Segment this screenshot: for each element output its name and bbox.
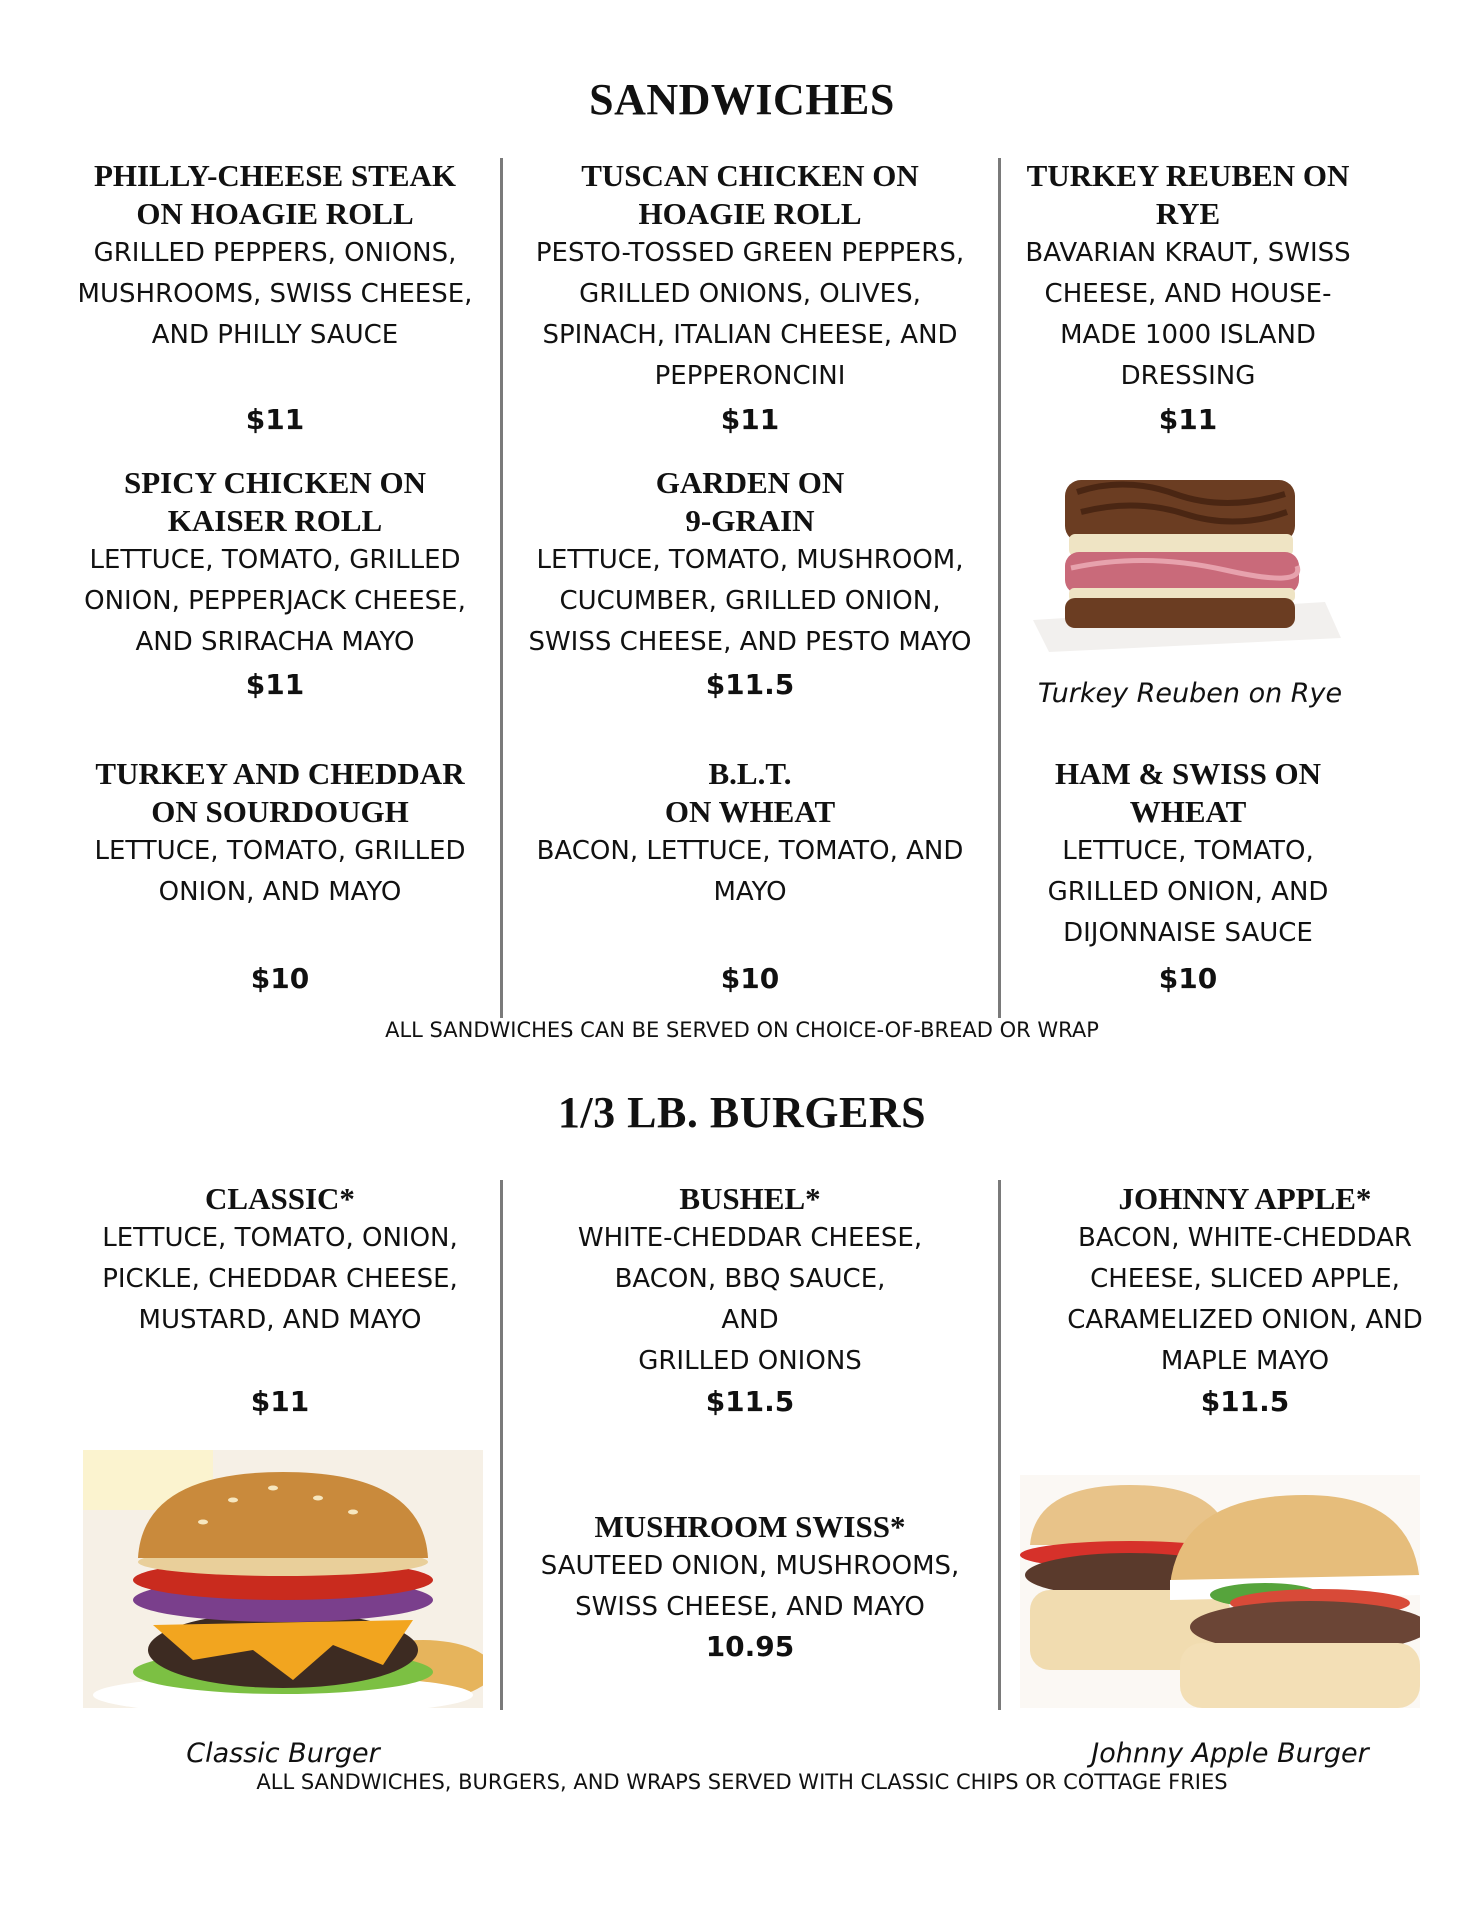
- turkey-reuben-photo: [1025, 470, 1345, 660]
- item-price: 10.95: [705, 1630, 795, 1663]
- menu-item: [505, 1508, 995, 1688]
- column-divider: [500, 158, 503, 1018]
- item-price: $10: [720, 962, 780, 995]
- item-description: GRILLED PEPPERS, ONIONS, MUSHROOMS, SWISS CHEESE, AND PHILLY SAUCE: [77, 238, 473, 350]
- item-price: $11: [250, 1385, 310, 1418]
- item-description: BACON, WHITE-CHEDDAR CHEESE, SLICED APPLE, CARAMELIZED ONION, AND MAPLE MAYO: [1067, 1223, 1423, 1376]
- item-price: $11.5: [1200, 1385, 1290, 1418]
- column-divider: [998, 158, 1001, 1018]
- item-description: LETTUCE, TOMATO, GRILLED ONION, AND MAYO: [94, 836, 466, 907]
- item-price: $11: [245, 403, 305, 436]
- item-description: PESTO-TOSSED GREEN PEPPERS, GRILLED ONIONS, OLIVES, SPINACH, ITALIAN CHEESE, AND PEPPERONCINI: [535, 238, 965, 391]
- item-name: PHILLY-CHEESE STEAK ON HOAGIE ROLL: [93, 158, 457, 231]
- item-name: BUSHEL*: [679, 1181, 821, 1216]
- item-name: MUSHROOM SWISS*: [594, 1509, 906, 1544]
- menu-item: [60, 755, 500, 1005]
- item-price: $11.5: [705, 1385, 795, 1418]
- burgers-note: ALL SANDWICHES, BURGERS, AND WRAPS SERVED WITH CLASSIC CHIPS OR COTTAGE FRIES: [256, 1770, 1228, 1794]
- item-name: SPICY CHICKEN ON KAISER ROLL: [124, 465, 426, 538]
- sandwiches-title: SANDWICHES: [589, 75, 895, 124]
- item-description: BACON, LETTUCE, TOMATO, AND MAYO: [536, 836, 964, 907]
- item-name: CLASSIC*: [205, 1181, 355, 1216]
- item-price: $11.5: [705, 668, 795, 701]
- menu-item: [505, 755, 995, 1005]
- item-price: $11: [245, 668, 305, 701]
- item-price: $10: [1158, 962, 1218, 995]
- item-name: TURKEY REUBEN ON RYE: [1026, 158, 1350, 231]
- item-name: JOHNNY APPLE*: [1118, 1181, 1372, 1216]
- column-divider: [500, 1180, 503, 1710]
- menu-item: [1008, 157, 1368, 442]
- item-description: SAUTEED ONION, MUSHROOMS, SWISS CHEESE, AND MAYO: [540, 1551, 960, 1622]
- sandwiches-note: ALL SANDWICHES CAN BE SERVED ON CHOICE-OF-BREAD OR WRAP: [385, 1018, 1099, 1042]
- item-price: $11: [720, 403, 780, 436]
- item-name: GARDEN ON 9-GRAIN: [655, 465, 845, 538]
- item-description: WHITE-CHEDDAR CHEESE, BACON, BBQ SAUCE, AND GRILLED ONIONS: [577, 1223, 923, 1376]
- menu-item: [505, 464, 995, 714]
- menu-item: [60, 157, 490, 442]
- menu-item: [1030, 1180, 1460, 1425]
- item-name: HAM & SWISS ON WHEAT: [1054, 756, 1322, 829]
- classic-burger-photo: [83, 1450, 483, 1708]
- column-divider: [998, 1180, 1001, 1710]
- menu-item: [70, 1180, 490, 1425]
- item-price: $10: [250, 962, 310, 995]
- menu-item: [1008, 755, 1368, 1005]
- menu-item: [60, 464, 490, 714]
- photo-caption: Johnny Apple Burger: [1091, 1738, 1369, 1769]
- menu-item: [512, 157, 988, 442]
- item-description: LETTUCE, TOMATO, GRILLED ONION, PEPPERJACK CHEESE, AND SRIRACHA MAYO: [84, 545, 466, 657]
- item-name: TUSCAN CHICKEN ON HOAGIE ROLL: [581, 158, 919, 231]
- item-description: LETTUCE, TOMATO, GRILLED ONION, AND DIJONNAISE SAUCE: [1047, 836, 1329, 948]
- menu-item: [520, 1180, 980, 1425]
- photo-caption: Classic Burger: [186, 1738, 380, 1769]
- item-description: LETTUCE, TOMATO, MUSHROOM, CUCUMBER, GRILLED ONION, SWISS CHEESE, AND PESTO MAYO: [528, 545, 972, 657]
- johnny-apple-burger-photo: [1020, 1475, 1420, 1708]
- item-price: $11: [1158, 403, 1218, 436]
- item-description: LETTUCE, TOMATO, ONION, PICKLE, CHEDDAR CHEESE, MUSTARD, AND MAYO: [102, 1223, 458, 1335]
- item-name: B.L.T. ON WHEAT: [664, 756, 836, 829]
- burgers-title: 1/3 LB. BURGERS: [557, 1088, 927, 1137]
- item-name: TURKEY AND CHEDDAR ON SOURDOUGH: [95, 756, 465, 829]
- photo-caption: Turkey Reuben on Rye: [1037, 678, 1343, 709]
- item-description: BAVARIAN KRAUT, SWISS CHEESE, AND HOUSE- MADE 1000 ISLAND DRESSING: [1025, 238, 1351, 391]
